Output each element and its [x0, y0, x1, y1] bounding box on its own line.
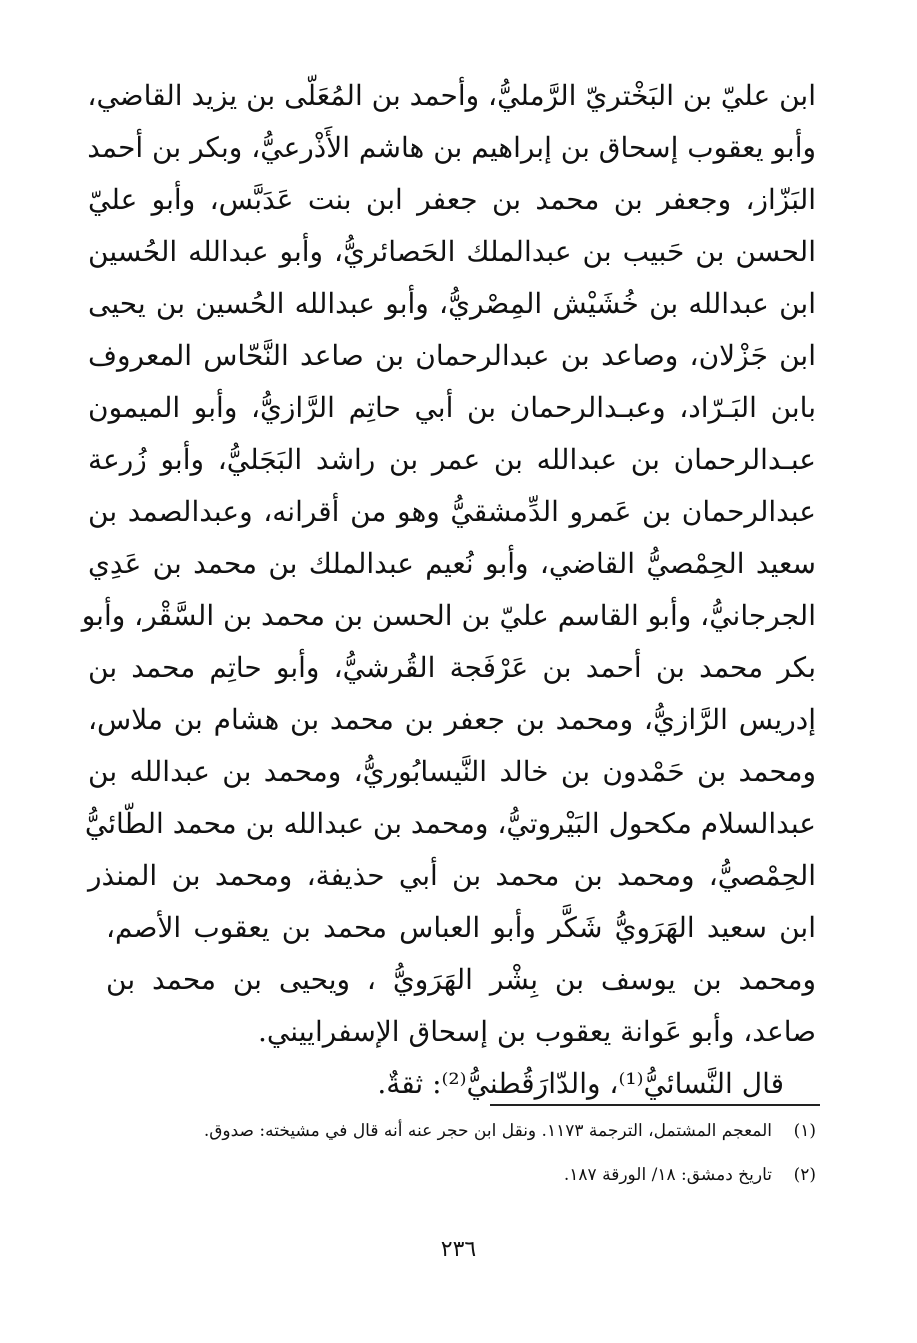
footnote-number: (١) — [793, 1121, 816, 1141]
footnotes — [110, 1116, 816, 1190]
text-line: ومحمد بن يوسف بن بِشْر الهَرَويُّ ، ويحيى بن محمد بن — [106, 963, 817, 996]
text-line: ابن عليّ بن البَخْتريّ الرَّمليُّ، وأحمد بن المُعَلّى بن يزيد القاضي، — [87, 79, 816, 112]
page-number: ٢٣٦ — [440, 1237, 477, 1262]
footnote — [110, 1116, 816, 1146]
footnote-text: المعجم المشتمل، الترجمة ١١٧٣. ونقل ابن حجر عنه أنه قال في مشيخته: صدوق. — [203, 1121, 772, 1141]
text-line: عبدالرحمان بن عَمرو الدِّمشقيُّ وهو من أقرانه، وعبدالصمد بن — [88, 495, 816, 528]
text-line: ومحمد بن حَمْدون بن خالد النَّيسابُوريُّ، ومحمد بن عبدالله بن — [88, 755, 816, 788]
closing-statement: قال النَّسائيُّ⁽¹⁾، والدّارَقُطنيُّ⁽²⁾: ثقةٌ. — [377, 1067, 784, 1100]
text-line: إدريس الرَّازيُّ، ومحمد بن جعفر بن محمد بن هشام بن ملاس، — [88, 703, 816, 736]
footnote-divider — [490, 1104, 820, 1106]
text-line: بكر محمد بن أحمد بن عَرْفَجة القُرشيُّ، وأبو حاتِم محمد بن — [88, 651, 816, 684]
text-line: البَزّاز، وجعفر بن محمد بن جعفر ابن بنت عَدَبَّس، وأبو عليّ — [88, 183, 816, 216]
text-line: بابن البَـرّاد، وعبـدالرحمان بن أبي حاتِم الرَّازيُّ، وأبو الميمون — [88, 391, 816, 424]
footnote — [110, 1160, 816, 1190]
footnote-text: تاريخ دمشق: ١٨/ الورقة ١٨٧. — [563, 1165, 772, 1185]
text-line: عبـدالرحمان بن عبدالله بن عمر بن راشد البَجَليُّ، وأبو زُرعة — [88, 443, 816, 476]
text-line: عبدالسلام مكحول البَيْروتيُّ، ومحمد بن عبدالله بن محمد الطّائيُّ — [84, 807, 816, 840]
text-line: ابن جَزْلان، وصاعد بن عبدالرحمان بن صاعد النَّحّاس المعروف — [88, 339, 816, 372]
text-line: وأبو يعقوب إسحاق بن إبراهيم بن هاشم الأَذْرعيُّ، وبكر بن أحمد — [87, 131, 816, 164]
text-line: الحِمْصيُّ، ومحمد بن محمد بن أبي حذيفة، ومحمد بن المنذر — [88, 859, 816, 892]
text-line: الجرجانيُّ، وأبو القاسم عليّ بن الحسن بن محمد بن السَّقْر، وأبو — [81, 599, 816, 632]
text-line: الحسن بن حَبيب بن عبدالملك الحَصائريُّ، وأبو عبدالله الحُسين — [88, 235, 816, 268]
text-line: صاعد، وأبو عَوانة يعقوب بن إسحاق الإسفراييني. — [258, 1015, 816, 1048]
footnote-number: (٢) — [793, 1165, 816, 1185]
text-line: ابن سعيد الهَرَويُّ شَكَّر وأبو العباس محمد بن يعقوب الأصم، — [106, 911, 816, 944]
main-text — [81, 70, 817, 1110]
text-line: سعيد الحِمْصيُّ القاضي، وأبو نُعيم عبدالملك بن محمد بن عَدِي — [88, 547, 816, 580]
text-line: ابن عبدالله بن خُشَيْش المِصْريُّ، وأبو عبدالله الحُسين بن يحيى — [88, 287, 816, 320]
